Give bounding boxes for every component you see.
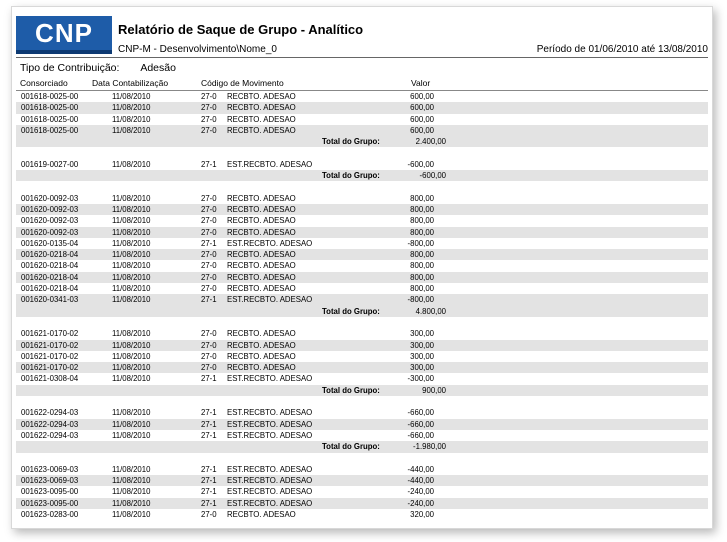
cell-codigo: 27-1 <box>201 464 217 474</box>
cell-descricao: RECBTO. ADESAO <box>227 216 296 226</box>
cell-codigo: 27-0 <box>201 509 217 519</box>
cell-data: 11/08/2010 <box>112 284 151 294</box>
cell-consorciado: 001623-0095-00 <box>21 498 79 508</box>
cell-consorciado: 001623-0095-00 <box>21 487 79 497</box>
cell-valor: -660,00 <box>407 430 434 440</box>
cell-descricao: RECBTO. ADESAO <box>227 329 296 339</box>
cell-data: 11/08/2010 <box>112 509 151 519</box>
cell-descricao: RECBTO. ADESAO <box>227 284 296 294</box>
cell-consorciado: 001623-0069-03 <box>21 476 79 486</box>
cell-data: 11/08/2010 <box>112 408 151 418</box>
cell-valor: 800,00 <box>410 204 434 214</box>
cell-descricao: RECBTO. ADESAO <box>227 250 296 260</box>
table-row <box>16 91 708 102</box>
cell-codigo: 27-0 <box>201 250 217 260</box>
cell-valor: 800,00 <box>410 250 434 260</box>
group-total-row <box>16 170 708 181</box>
group-total-row <box>16 441 708 452</box>
table-row <box>16 373 708 384</box>
group-total-row <box>16 306 708 317</box>
cell-codigo: 27-0 <box>201 114 217 124</box>
cell-consorciado: 001620-0218-04 <box>21 261 79 271</box>
cell-descricao: EST.RECBTO. ADESAO <box>227 295 313 305</box>
table-row <box>16 340 708 351</box>
cell-consorciado: 001618-0025-00 <box>21 103 79 113</box>
cell-data: 11/08/2010 <box>112 363 151 373</box>
cell-valor: 300,00 <box>410 340 434 350</box>
cell-consorciado: 001621-0170-02 <box>21 363 79 373</box>
cell-descricao: EST.RECBTO. ADESAO <box>227 464 313 474</box>
cell-data: 11/08/2010 <box>112 351 151 361</box>
cell-codigo: 27-1 <box>201 295 217 305</box>
cell-consorciado: 001621-0308-04 <box>21 374 79 384</box>
table-row <box>16 407 708 418</box>
cell-consorciado: 001621-0170-02 <box>21 351 79 361</box>
cell-codigo: 27-0 <box>201 204 217 214</box>
cell-data: 11/08/2010 <box>112 498 151 508</box>
cell-codigo: 27-0 <box>201 284 217 294</box>
table-row <box>16 475 708 486</box>
cell-descricao: EST.RECBTO. ADESAO <box>227 419 313 429</box>
cell-codigo: 27-0 <box>201 92 217 101</box>
col-codigo-movimento: Código de Movimento <box>201 78 284 88</box>
cell-consorciado: 001618-0025-00 <box>21 125 79 135</box>
contribution-label: Tipo de Contribuição: <box>20 62 120 74</box>
group-total-row <box>16 385 708 396</box>
cell-consorciado: 001619-0027-00 <box>21 159 79 169</box>
cell-valor: 600,00 <box>410 125 434 135</box>
cell-data: 11/08/2010 <box>112 487 151 497</box>
table-row <box>16 498 708 509</box>
cell-descricao: RECBTO. ADESAO <box>227 340 296 350</box>
table-row <box>16 486 708 497</box>
cell-valor: 600,00 <box>410 114 434 124</box>
cell-valor: 800,00 <box>410 284 434 294</box>
table-row <box>16 328 708 339</box>
cell-valor: 800,00 <box>410 216 434 226</box>
table-row <box>16 159 708 170</box>
table-row <box>16 419 708 430</box>
cell-consorciado: 001620-0092-03 <box>21 216 79 226</box>
cell-valor: 320,00 <box>410 509 434 519</box>
cell-descricao: RECBTO. ADESAO <box>227 272 296 282</box>
group-total-value: 900,00 <box>422 385 446 395</box>
table-body <box>16 91 708 520</box>
cell-consorciado: 001623-0069-03 <box>21 464 79 474</box>
table-row <box>16 204 708 215</box>
cell-data: 11/08/2010 <box>112 430 151 440</box>
cell-codigo: 27-1 <box>201 476 217 486</box>
cell-codigo: 27-0 <box>201 261 217 271</box>
cnp-logo: CNP <box>16 16 112 50</box>
cell-codigo: 27-0 <box>201 216 217 226</box>
cell-consorciado: 001622-0294-03 <box>21 430 79 440</box>
cell-data: 11/08/2010 <box>112 419 151 429</box>
group-total-value: -1.980,00 <box>413 442 446 452</box>
cell-data: 11/08/2010 <box>112 464 151 474</box>
cell-descricao: RECBTO. ADESAO <box>227 261 296 271</box>
cell-consorciado: 001621-0170-02 <box>21 340 79 350</box>
table-row <box>16 294 708 305</box>
table-row <box>16 102 708 113</box>
group-total-label: Total do Grupo: <box>322 137 380 147</box>
cell-codigo: 27-1 <box>201 159 217 169</box>
cell-descricao: EST.RECBTO. ADESAO <box>227 430 313 440</box>
table-row <box>16 362 708 373</box>
cell-consorciado: 001622-0294-03 <box>21 419 79 429</box>
cell-codigo: 27-0 <box>201 340 217 350</box>
cell-codigo: 27-1 <box>201 498 217 508</box>
cell-valor: -800,00 <box>407 295 434 305</box>
table-row <box>16 238 708 249</box>
cell-codigo: 27-0 <box>201 351 217 361</box>
table-header <box>12 78 712 90</box>
cell-data: 11/08/2010 <box>112 103 151 113</box>
cell-descricao: EST.RECBTO. ADESAO <box>227 498 313 508</box>
cell-data: 11/08/2010 <box>112 374 151 384</box>
table-row <box>16 283 708 294</box>
cell-valor: 800,00 <box>410 227 434 237</box>
cell-codigo: 27-1 <box>201 419 217 429</box>
cell-consorciado: 001620-0135-04 <box>21 238 79 248</box>
cell-consorciado: 001622-0294-03 <box>21 408 79 418</box>
cell-consorciado: 001620-0092-03 <box>21 204 79 214</box>
cell-data: 11/08/2010 <box>112 227 151 237</box>
cell-valor: 600,00 <box>410 92 434 101</box>
cell-descricao: EST.RECBTO. ADESAO <box>227 374 313 384</box>
cell-valor: -300,00 <box>407 374 434 384</box>
group-spacer <box>16 147 708 158</box>
cell-data: 11/08/2010 <box>112 125 151 135</box>
cell-consorciado: 001618-0025-00 <box>21 92 79 101</box>
cell-data: 11/08/2010 <box>112 216 151 226</box>
cell-valor: -440,00 <box>407 464 434 474</box>
table-row <box>16 193 708 204</box>
cell-descricao: RECBTO. ADESAO <box>227 114 296 124</box>
cell-descricao: RECBTO. ADESAO <box>227 193 296 203</box>
cell-consorciado: 001618-0025-00 <box>21 114 79 124</box>
cell-data: 11/08/2010 <box>112 159 151 169</box>
table-row <box>16 125 708 136</box>
cell-valor: -240,00 <box>407 498 434 508</box>
cell-codigo: 27-1 <box>201 487 217 497</box>
cell-data: 11/08/2010 <box>112 329 151 339</box>
cell-codigo: 27-0 <box>201 125 217 135</box>
cell-consorciado: 001620-0092-03 <box>21 227 79 237</box>
cell-codigo: 27-0 <box>201 103 217 113</box>
cell-descricao: RECBTO. ADESAO <box>227 509 296 519</box>
cell-codigo: 27-0 <box>201 272 217 282</box>
cell-descricao: EST.RECBTO. ADESAO <box>227 159 313 169</box>
report-subtitle: CNP-M - Desenvolvimento\Nome_0 <box>118 44 277 55</box>
cell-consorciado: 001623-0283-00 <box>21 509 79 519</box>
cell-valor: 800,00 <box>410 272 434 282</box>
cell-descricao: RECBTO. ADESAO <box>227 227 296 237</box>
cell-data: 11/08/2010 <box>112 261 151 271</box>
cell-consorciado: 001620-0341-03 <box>21 295 79 305</box>
cell-valor: 800,00 <box>410 261 434 271</box>
cell-descricao: RECBTO. ADESAO <box>227 125 296 135</box>
cell-valor: -240,00 <box>407 487 434 497</box>
contribution-value: Adesão <box>140 62 176 74</box>
table-row <box>16 351 708 362</box>
group-total-value: 2.400,00 <box>415 137 446 147</box>
cell-data: 11/08/2010 <box>112 295 151 305</box>
group-total-value: -600,00 <box>419 171 446 181</box>
cell-codigo: 27-1 <box>201 408 217 418</box>
cell-valor: -660,00 <box>407 419 434 429</box>
table-row <box>16 260 708 271</box>
cell-data: 11/08/2010 <box>112 204 151 214</box>
cell-data: 11/08/2010 <box>112 92 151 101</box>
cell-consorciado: 001620-0218-04 <box>21 284 79 294</box>
group-spacer <box>16 453 708 464</box>
cell-valor: -660,00 <box>407 408 434 418</box>
table-row <box>16 464 708 475</box>
cell-data: 11/08/2010 <box>112 340 151 350</box>
table-row <box>16 249 708 260</box>
group-total-label: Total do Grupo: <box>322 171 380 181</box>
cell-codigo: 27-1 <box>201 430 217 440</box>
cell-descricao: EST.RECBTO. ADESAO <box>227 476 313 486</box>
cell-data: 11/08/2010 <box>112 193 151 203</box>
report-title: Relatório de Saque de Grupo - Analítico <box>118 22 364 37</box>
cell-codigo: 27-0 <box>201 193 217 203</box>
cell-valor: 300,00 <box>410 329 434 339</box>
table-row <box>16 509 708 520</box>
report-period: Período de 01/06/2010 até 13/08/2010 <box>536 44 708 55</box>
report-page <box>11 6 713 529</box>
group-total-label: Total do Grupo: <box>322 385 380 395</box>
table-row <box>16 227 708 238</box>
group-spacer <box>16 317 708 328</box>
group-total-label: Total do Grupo: <box>322 442 380 452</box>
cell-valor: 300,00 <box>410 363 434 373</box>
cell-descricao: RECBTO. ADESAO <box>227 351 296 361</box>
cell-descricao: EST.RECBTO. ADESAO <box>227 487 313 497</box>
cell-data: 11/08/2010 <box>112 238 151 248</box>
group-spacer <box>16 181 708 192</box>
cell-consorciado: 001620-0218-04 <box>21 250 79 260</box>
cell-valor: -600,00 <box>407 159 434 169</box>
cell-codigo: 27-1 <box>201 374 217 384</box>
cell-data: 11/08/2010 <box>112 250 151 260</box>
cell-consorciado: 001620-0218-04 <box>21 272 79 282</box>
cell-valor: -800,00 <box>407 238 434 248</box>
cell-valor: 600,00 <box>410 103 434 113</box>
cell-data: 11/08/2010 <box>112 114 151 124</box>
table-row <box>16 114 708 125</box>
cell-descricao: RECBTO. ADESAO <box>227 363 296 373</box>
cell-valor: 800,00 <box>410 193 434 203</box>
cell-valor: 300,00 <box>410 351 434 361</box>
cell-valor: -440,00 <box>407 476 434 486</box>
cell-codigo: 27-1 <box>201 238 217 248</box>
col-valor: Valor <box>411 78 431 88</box>
cell-descricao: RECBTO. ADESAO <box>227 204 296 214</box>
table-row <box>16 215 708 226</box>
logo-underline <box>16 50 112 54</box>
header-divider <box>16 57 708 58</box>
cell-codigo: 27-0 <box>201 363 217 373</box>
contribution-type <box>20 62 176 74</box>
cell-consorciado: 001621-0170-02 <box>21 329 79 339</box>
table-row <box>16 272 708 283</box>
cell-descricao: RECBTO. ADESAO <box>227 92 296 101</box>
group-total-label: Total do Grupo: <box>322 306 380 316</box>
cell-data: 11/08/2010 <box>112 476 151 486</box>
cell-codigo: 27-0 <box>201 329 217 339</box>
group-total-value: 4.800,00 <box>415 306 446 316</box>
cell-descricao: EST.RECBTO. ADESAO <box>227 238 313 248</box>
col-consorciado: Consorciado <box>20 78 68 88</box>
cell-consorciado: 001620-0092-03 <box>21 193 79 203</box>
cell-descricao: EST.RECBTO. ADESAO <box>227 408 313 418</box>
col-data-contabilizacao: Data Contabilização <box>92 78 169 88</box>
table-row <box>16 430 708 441</box>
cell-descricao: RECBTO. ADESAO <box>227 103 296 113</box>
cell-data: 11/08/2010 <box>112 272 151 282</box>
group-total-row <box>16 136 708 147</box>
cell-codigo: 27-0 <box>201 227 217 237</box>
group-spacer <box>16 396 708 407</box>
